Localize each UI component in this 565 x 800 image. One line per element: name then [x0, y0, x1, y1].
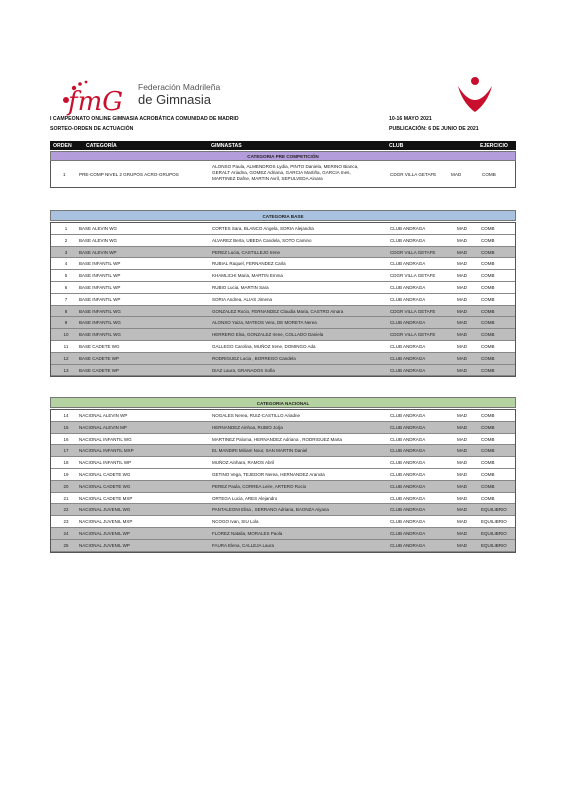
- row-club: CDGR VILLA GETAFE: [390, 172, 437, 177]
- row-region: MAD: [457, 507, 467, 513]
- table-row: [51, 353, 515, 365]
- row-region: MAD: [457, 413, 467, 418]
- row-category: BASE INFANTIL WP: [79, 296, 121, 302]
- row-category: BASE ALEVIN WG: [79, 226, 118, 231]
- row-category: BASE CADETE WG: [79, 343, 120, 349]
- row-category: NACIONAL JUVENIL WG: [79, 507, 131, 513]
- row-number: 14: [63, 413, 69, 418]
- row-gymnasts: SORIA Andrea, ALIAS Jimena: [212, 296, 273, 302]
- row-gymnasts: CORTES Sara, BLANCO Angela, SORIA Alejandra: [212, 226, 314, 231]
- row-club: CLUB ANDRAGA: [390, 424, 426, 430]
- row-gymnasts: HERRERO Elsa, GONZALEZ Irene, COLLADO Daniela: [212, 332, 324, 338]
- row-region: MAD: [457, 320, 467, 326]
- table-row: [51, 528, 515, 540]
- row-club: CLUB ANDRAGA: [390, 226, 426, 231]
- table-row: [51, 504, 515, 516]
- row-gymnasts: PEREZ Paula, CORREA Leire, ARTERO Rocio: [212, 483, 307, 489]
- row-gymnasts: RUBIAL Raquel, FERNANDEZ Carla: [212, 261, 286, 267]
- row-category: NACIONAL INFANTIL WG: [79, 436, 132, 442]
- row-number: 9: [64, 320, 68, 326]
- table-row: [51, 434, 515, 446]
- table-row: [51, 516, 515, 528]
- row-region: MAD: [457, 226, 467, 231]
- table-row: [51, 223, 515, 235]
- row-category: NACIONAL JUVENIL WP: [79, 530, 130, 536]
- row-exercise: COMB: [481, 424, 495, 430]
- row-club: CLUB ANDRAGA: [390, 261, 426, 267]
- gymnast-emblem-icon: [452, 76, 498, 116]
- row-number: 24: [63, 530, 69, 536]
- row-exercise: COMB: [481, 249, 495, 255]
- table-row: [51, 540, 515, 552]
- row-category: NACIONAL CADETE WG: [79, 483, 131, 489]
- table-row: [51, 247, 515, 259]
- row-region: MAD: [457, 296, 467, 302]
- table-row: [50, 161, 516, 188]
- row-region: MAD: [457, 284, 467, 290]
- table-row: [51, 493, 515, 505]
- row-club: CDGR VILLA GETAFE: [390, 308, 436, 314]
- column-gimnastas: GIMNASTAS: [211, 142, 242, 149]
- table-row: [51, 235, 515, 247]
- row-number: 10: [63, 332, 69, 338]
- row-region: MAD: [457, 343, 467, 349]
- row-region: MAD: [457, 308, 467, 314]
- table-row: [51, 329, 515, 341]
- row-gymnasts: GONZALEZ Rocio, FERNANDEZ Claudia Maria, CASTRO Ainara: [212, 308, 344, 314]
- row-number: 15: [63, 424, 69, 430]
- table-row: [51, 317, 515, 329]
- event-title: I CAMPEONATO ONLINE GIMNASIA ACROBÁTICA COMUNIDAD DE MADRID: [50, 116, 239, 122]
- row-number: 1: [64, 226, 68, 231]
- row-region: MAD: [457, 332, 467, 338]
- row-region: MAD: [457, 237, 467, 243]
- row-club: CLUB ANDRAGA: [390, 519, 426, 525]
- row-gymnasts: MARTINEZ Paloma, HERNANDEZ Adriana , RODRIGUEZ Marta: [212, 436, 342, 442]
- row-club: CLUB ANDRAGA: [390, 542, 426, 548]
- row-gymnasts: RUBIO Lucia, MARTIN Sara: [212, 284, 269, 290]
- row-exercise: COMB: [481, 448, 495, 454]
- row-gymnasts: DIAZ Laura, GRANADOS Sofia: [212, 367, 275, 373]
- row-region: MAD: [457, 542, 467, 548]
- row-number: 6: [64, 284, 68, 290]
- row-gymnasts: HERNANDEZ Ainhoa, RUBIO Jorja: [212, 424, 283, 430]
- row-exercise: EQUILIBRIO: [481, 530, 507, 536]
- row-category: BASE INFANTIL WG: [79, 332, 121, 338]
- row-number: 19: [63, 471, 69, 477]
- row-club: CLUB ANDRAGA: [390, 530, 426, 536]
- federation-name-line2: de Gimnasia: [138, 92, 211, 107]
- row-category: NACIONAL JUVENIL MXP: [79, 519, 133, 525]
- row-club: CLUB ANDRAGA: [390, 483, 426, 489]
- row-club: CLUB ANDRAGA: [390, 284, 426, 290]
- row-number: 25: [63, 542, 69, 548]
- event-dates: 10-16 MAYO 2021: [389, 116, 432, 122]
- row-number: 7: [64, 296, 68, 302]
- row-exercise: COMB: [481, 367, 495, 373]
- row-gymnasts: PEREZ Lucia, CASTILLEJO Irene: [212, 249, 281, 255]
- row-club: CLUB ANDRAGA: [390, 495, 426, 501]
- row-region: MAD: [457, 273, 467, 279]
- base-table: [50, 222, 516, 377]
- category-band-base: CATEGORIA BASE: [50, 210, 516, 221]
- row-exercise: COMB: [481, 237, 495, 243]
- row-gymnasts: ORTEGA Lucia, ARES Alejandro: [212, 495, 278, 501]
- publication-date: PUBLICACIÓN: 6 DE JUNIO DE 2021: [389, 126, 479, 132]
- row-exercise: COMB: [481, 273, 495, 279]
- row-gymnasts: ALONSO Paula, ALMENDROS Lydia, PINTO Daniela, MERINO Bianca, GERALT Ariadna, GOMEZ Adriana, GARCIA Martiña, GARCIA Ines, MARTINEZ Dafne, MARTIN Avril, SEPULVEDA Ainara: [212, 164, 359, 182]
- row-exercise: COMB: [481, 320, 495, 326]
- row-number: 16: [63, 436, 69, 442]
- column-header: [50, 141, 516, 150]
- column-categoria: CATEGORÍA: [86, 142, 117, 149]
- row-gymnasts: PANTALEONI Elisa , SERRANO Adriana, BAONZA Aiyana: [212, 507, 329, 513]
- row-club: CDGR VILLA GETAFE: [390, 332, 436, 338]
- table-row: [51, 481, 515, 493]
- row-exercise: COMB: [481, 343, 495, 349]
- row-club: CDGR VILLA GETAFE: [390, 249, 436, 255]
- row-category: NACIONAL JUVENIL WP: [79, 542, 130, 548]
- row-exercise: COMB: [481, 413, 495, 418]
- row-region: MAD: [451, 172, 462, 177]
- row-club: CLUB ANDRAGA: [390, 320, 426, 326]
- row-number: 17: [63, 448, 69, 454]
- table-row: [51, 270, 515, 282]
- federation-name-line1: Federación Madrileña: [138, 82, 221, 92]
- row-club: CLUB ANDRAGA: [390, 471, 426, 477]
- row-club: CLUB ANDRAGA: [390, 355, 426, 361]
- row-category: BASE INFANTIL WP: [79, 284, 121, 290]
- row-exercise: COMB: [481, 460, 495, 466]
- row-category: NACIONAL INFANTIL WP: [79, 460, 132, 466]
- row-number: 18: [63, 460, 69, 466]
- row-exercise: COMB: [481, 471, 495, 477]
- event-subtitle: SORTEO-ORDEN DE ACTUACIÓN: [50, 126, 134, 132]
- table-row: [51, 445, 515, 457]
- row-exercise: EQUILIBRIO: [481, 519, 507, 525]
- row-number: 20: [63, 483, 69, 489]
- row-gymnasts: NCOGO Ivan, SIU Lola: [212, 519, 259, 525]
- row-club: CLUB ANDRAGA: [390, 343, 426, 349]
- row-exercise: COMB: [481, 483, 495, 489]
- row-category: PRE-COMP NIVEL 2 GRUPOS ACRO-GRUPOS: [79, 172, 179, 177]
- row-category: BASE CADETE WP: [79, 367, 120, 373]
- row-club: CLUB ANDRAGA: [390, 460, 426, 466]
- row-gymnasts: RODRIGUEZ Lucia , BORREGO Candela: [212, 355, 296, 361]
- row-number: 3: [64, 249, 68, 255]
- row-club: CLUB ANDRAGA: [390, 237, 426, 243]
- row-region: MAD: [457, 261, 467, 267]
- row-category: NACIONAL INFANTIL MXP: [79, 448, 134, 454]
- row-gymnasts: ALVAREZ Berta, UBEDA Candela, SOTO Camino: [212, 237, 312, 243]
- row-club: CLUB ANDRAGA: [390, 413, 426, 418]
- column-ejercicio: EJERCICIO: [480, 142, 508, 149]
- row-region: MAD: [457, 495, 467, 501]
- row-number: 1: [63, 172, 66, 177]
- row-category: NACIONAL ALEVIN WP: [79, 413, 128, 418]
- row-exercise: COMB: [481, 308, 495, 314]
- column-orden: ORDEN: [53, 142, 72, 149]
- row-exercise: COMB: [481, 284, 495, 290]
- row-club: CDGR VILLA GETAFE: [390, 273, 436, 279]
- row-number: 23: [63, 519, 69, 525]
- row-number: 21: [63, 495, 69, 501]
- row-exercise: COMB: [481, 261, 495, 267]
- row-gymnasts: EL MANDIRI Miriam Nour, SAN MARTIN Daniel: [212, 448, 308, 454]
- row-number: 11: [63, 343, 69, 349]
- row-gymnasts: KHAMLICHI Maria, MARTIN Emma: [212, 273, 283, 279]
- row-gymnasts: MUÑOZ Ainhara, RAMOS Abril: [212, 460, 275, 466]
- row-category: BASE ALEVIN WP: [79, 249, 117, 255]
- row-gymnasts: NOGALES Nerea, RUIZ-CASTILLO Ariadne: [212, 413, 301, 418]
- row-exercise: COMB: [481, 226, 495, 231]
- row-club: CLUB ANDRAGA: [390, 367, 426, 373]
- table-row: [51, 258, 515, 270]
- row-region: MAD: [457, 424, 467, 430]
- column-club: CLUB: [389, 142, 404, 149]
- table-row: [51, 422, 515, 434]
- row-gymnasts: FAURA Elena, CALLEJA Laura: [212, 542, 275, 548]
- row-number: 12: [63, 355, 69, 361]
- table-row: [51, 365, 515, 377]
- row-club: CLUB ANDRAGA: [390, 448, 426, 454]
- row-number: 22: [63, 507, 69, 513]
- nacional-table: [50, 409, 516, 553]
- row-gymnasts: FLOREZ Natalia, MORALES Paola: [212, 530, 283, 536]
- row-number: 5: [64, 273, 68, 279]
- federation-logo: [58, 76, 238, 116]
- table-row: [51, 469, 515, 481]
- row-club: CLUB ANDRAGA: [390, 436, 426, 442]
- row-category: BASE INFANTIL WP: [79, 273, 121, 279]
- row-region: MAD: [457, 483, 467, 489]
- row-gymnasts: GALLEGO Carolina, MUÑOZ Irene, DOMINGO Ada: [212, 343, 316, 349]
- row-exercise: COMB: [481, 436, 495, 442]
- row-number: 4: [64, 261, 68, 267]
- row-exercise: COMB: [481, 495, 495, 501]
- row-club: CLUB ANDRAGA: [390, 296, 426, 302]
- row-region: MAD: [457, 355, 467, 361]
- row-category: BASE INFANTIL WG: [79, 308, 121, 314]
- table-row: [51, 282, 515, 294]
- row-exercise: COMB: [481, 332, 495, 338]
- row-category: BASE ALEVIN WG: [79, 237, 118, 243]
- row-region: MAD: [457, 530, 467, 536]
- row-category: BASE CADETE WP: [79, 355, 120, 361]
- row-number: 2: [64, 237, 68, 243]
- row-exercise: EQUILIBRIO: [481, 542, 507, 548]
- row-region: MAD: [457, 448, 467, 454]
- row-exercise: COMB: [481, 296, 495, 302]
- table-row: [51, 410, 515, 422]
- row-exercise: EQUILIBRIO: [481, 507, 507, 513]
- category-band-pre: CATEGORIA PRE COMPETICIÓN: [50, 151, 516, 161]
- row-category: BASE INFANTIL WG: [79, 320, 121, 326]
- row-number: 13: [63, 367, 69, 373]
- fmg-logo-icon: [58, 76, 134, 116]
- table-row: [51, 457, 515, 469]
- row-region: MAD: [457, 460, 467, 466]
- row-exercise: COMB: [482, 172, 496, 177]
- row-category: NACIONAL ALEVIN MP: [79, 424, 127, 430]
- row-category: NACIONAL CADETE WG: [79, 471, 131, 477]
- row-club: CLUB ANDRAGA: [390, 507, 426, 513]
- svg-text:fmG: fmG: [68, 87, 124, 116]
- row-gymnasts: ALONSO Yaiza, MATEOS Vera, DE MORETA Nerea: [212, 320, 317, 326]
- table-row: [51, 294, 515, 306]
- table-row: [51, 341, 515, 353]
- row-region: MAD: [457, 367, 467, 373]
- row-gymnasts: GETINO Vega, TEJEDOR Nerea, HERNANDEZ Aranxta: [212, 471, 325, 477]
- row-region: MAD: [457, 436, 467, 442]
- row-exercise: COMB: [481, 355, 495, 361]
- row-region: MAD: [457, 471, 467, 477]
- category-band-nacional: CATEGORIA NACIONAL: [50, 397, 516, 408]
- row-number: 8: [64, 308, 68, 314]
- row-category: BASE INFANTIL WP: [79, 261, 121, 267]
- row-category: NACIONAL CADETE MXP: [79, 495, 133, 501]
- table-row: [51, 306, 515, 318]
- row-region: MAD: [457, 519, 467, 525]
- row-region: MAD: [457, 249, 467, 255]
